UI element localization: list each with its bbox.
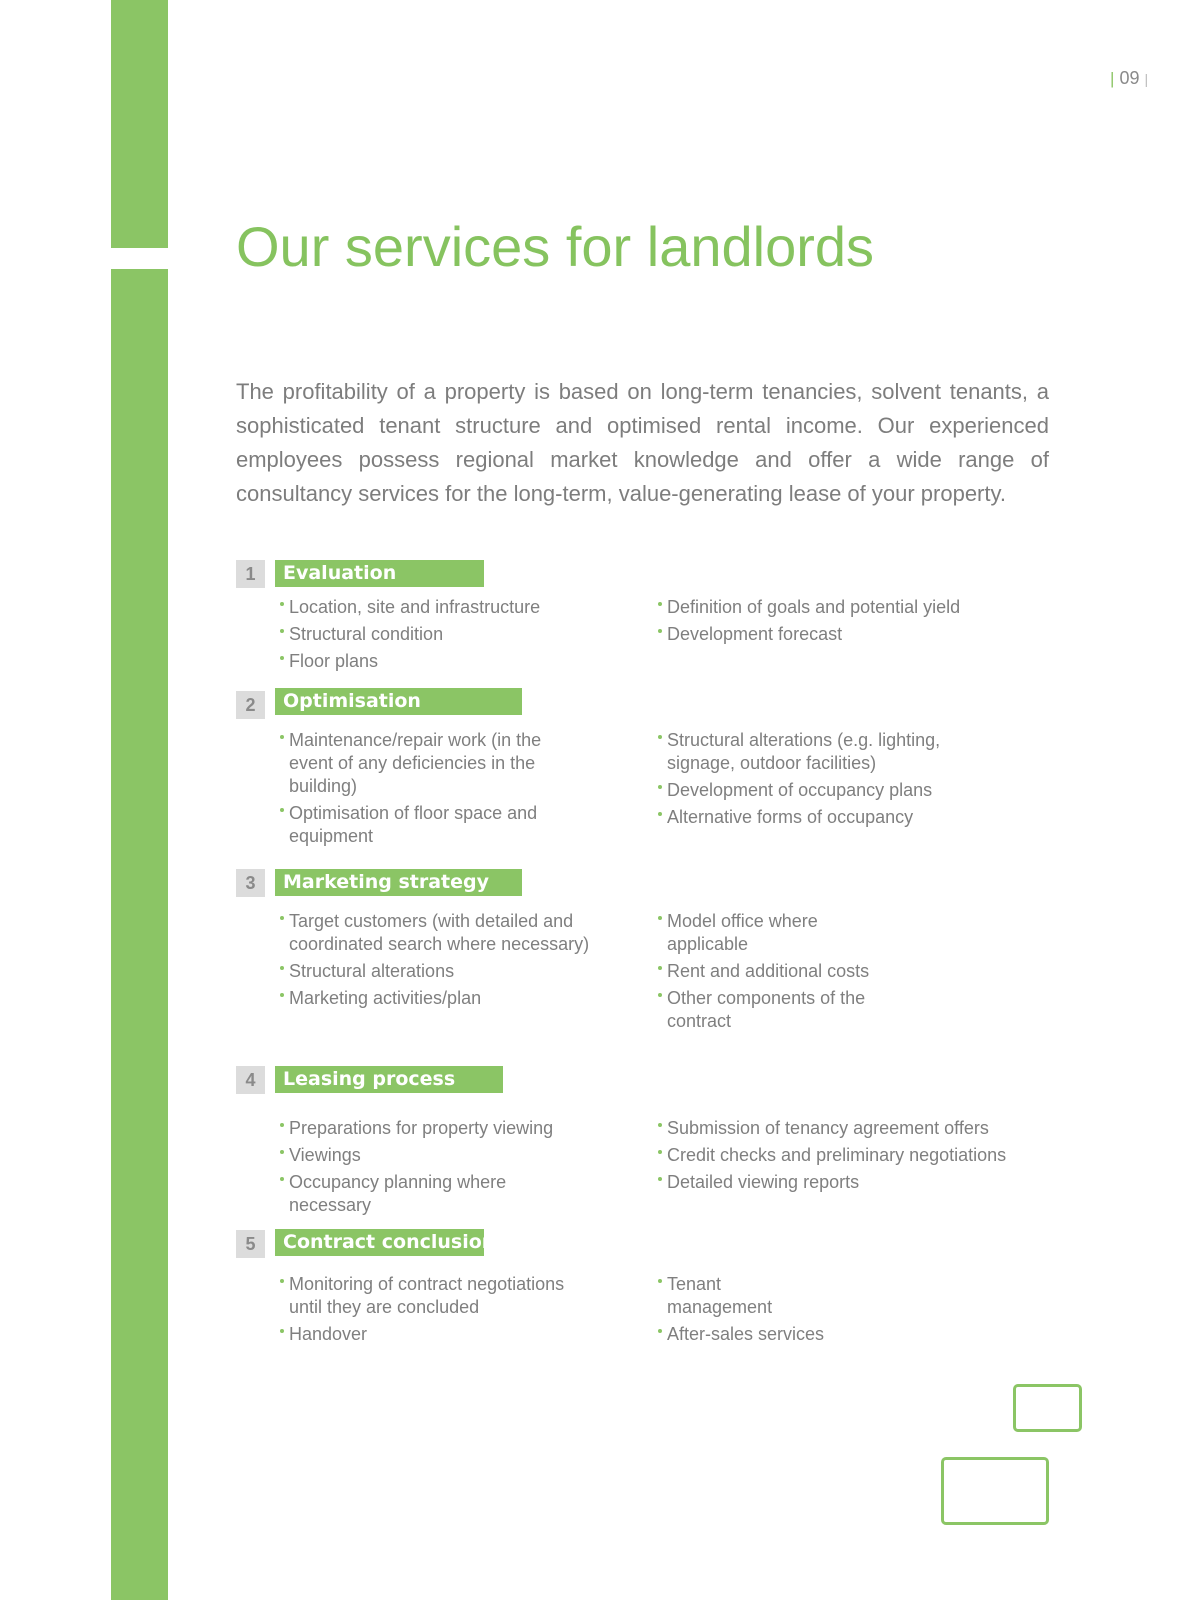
evaluation-left-list [280, 596, 610, 677]
list-item: Alternative forms of occupancy [658, 806, 968, 829]
intro-paragraph: The profitability of a property is based on long-term tenancies, solvent tenants, a sophisticated tenant structure and optimised rental income. Our experienced employees possess regional market knowledge and offer a wide range of consultancy services for the long-term, value-generating lease of your property. [236, 379, 1049, 506]
list-item: Handover [280, 1323, 600, 1346]
list-item: Occupancy planning where necessary [280, 1171, 590, 1217]
decorative-rectangle-large [941, 1457, 1049, 1525]
list-item: Preparations for property viewing [280, 1117, 590, 1140]
list-item: Detailed viewing reports [658, 1171, 1038, 1194]
list-item: Development of occupancy plans [658, 779, 968, 802]
contract-conclusion-right-list [658, 1273, 825, 1350]
page-number-separator-left: | [1110, 69, 1115, 88]
list-item: Floor plans [280, 650, 610, 673]
section-number-leasing-process: 4 [236, 1066, 265, 1094]
decorative-side-bar-top [111, 0, 168, 248]
list-item: Marketing activities/plan [280, 987, 590, 1010]
list-item: After-sales services [658, 1323, 778, 1346]
section-number-evaluation: 1 [236, 560, 265, 588]
contract-conclusion-left-list [280, 1273, 600, 1350]
list-item: Monitoring of contract negotiations until they are concluded [280, 1273, 600, 1319]
list-item: Location, site and infrastructure [280, 596, 610, 619]
section-title-optimisation: Optimisation [275, 688, 522, 715]
optimisation-right-list [658, 729, 968, 833]
marketing-strategy-right-list [658, 910, 898, 1037]
list-item: Credit checks and preliminary negotiations [658, 1144, 1038, 1167]
list-item: Structural condition [280, 623, 610, 646]
list-item: Submission of tenancy agreement offers [658, 1117, 1038, 1140]
list-item: Tenant management [658, 1273, 778, 1319]
list-item: Definition of goals and potential yield [658, 596, 988, 619]
page-number-value: 09 [1119, 68, 1140, 88]
optimisation-left-list [280, 729, 580, 852]
page-number [1110, 68, 1148, 89]
list-item: Rent and additional costs [658, 960, 898, 983]
section-title-evaluation: Evaluation [275, 560, 484, 587]
page-number-separator-right: | [1144, 71, 1149, 87]
marketing-strategy-left-list [280, 910, 590, 1014]
list-item: Target customers (with detailed and coordinated search where necessary) [280, 910, 590, 956]
page-title: Our services for landlords [236, 215, 875, 278]
section-title-leasing-process: Leasing process [275, 1066, 503, 1093]
section-number-contract-conclusion: 5 [236, 1230, 265, 1258]
list-item: Model office where applicable [658, 910, 898, 956]
section-title-contract-conclusion: Contract conclusion [275, 1229, 484, 1256]
list-item: Viewings [280, 1144, 590, 1167]
decorative-side-bar-bottom [111, 269, 168, 1600]
list-item: Development forecast [658, 623, 988, 646]
section-number-optimisation: 2 [236, 691, 265, 719]
list-item: Other components of the contract [658, 987, 898, 1033]
list-item: Structural alterations (e.g. lighting, signage, outdoor facilities) [658, 729, 968, 775]
evaluation-right-list [658, 596, 988, 650]
section-number-marketing-strategy: 3 [236, 869, 265, 897]
list-item: Maintenance/repair work (in the event of any deficiencies in the building) [280, 729, 580, 798]
decorative-rectangle-small [1013, 1384, 1082, 1432]
list-item: Structural alterations [280, 960, 590, 983]
section-title-marketing-strategy: Marketing strategy [275, 869, 522, 896]
leasing-process-left-list [280, 1117, 590, 1221]
leasing-process-right-list [658, 1117, 1038, 1198]
list-item: Optimisation of floor space and equipment [280, 802, 580, 848]
